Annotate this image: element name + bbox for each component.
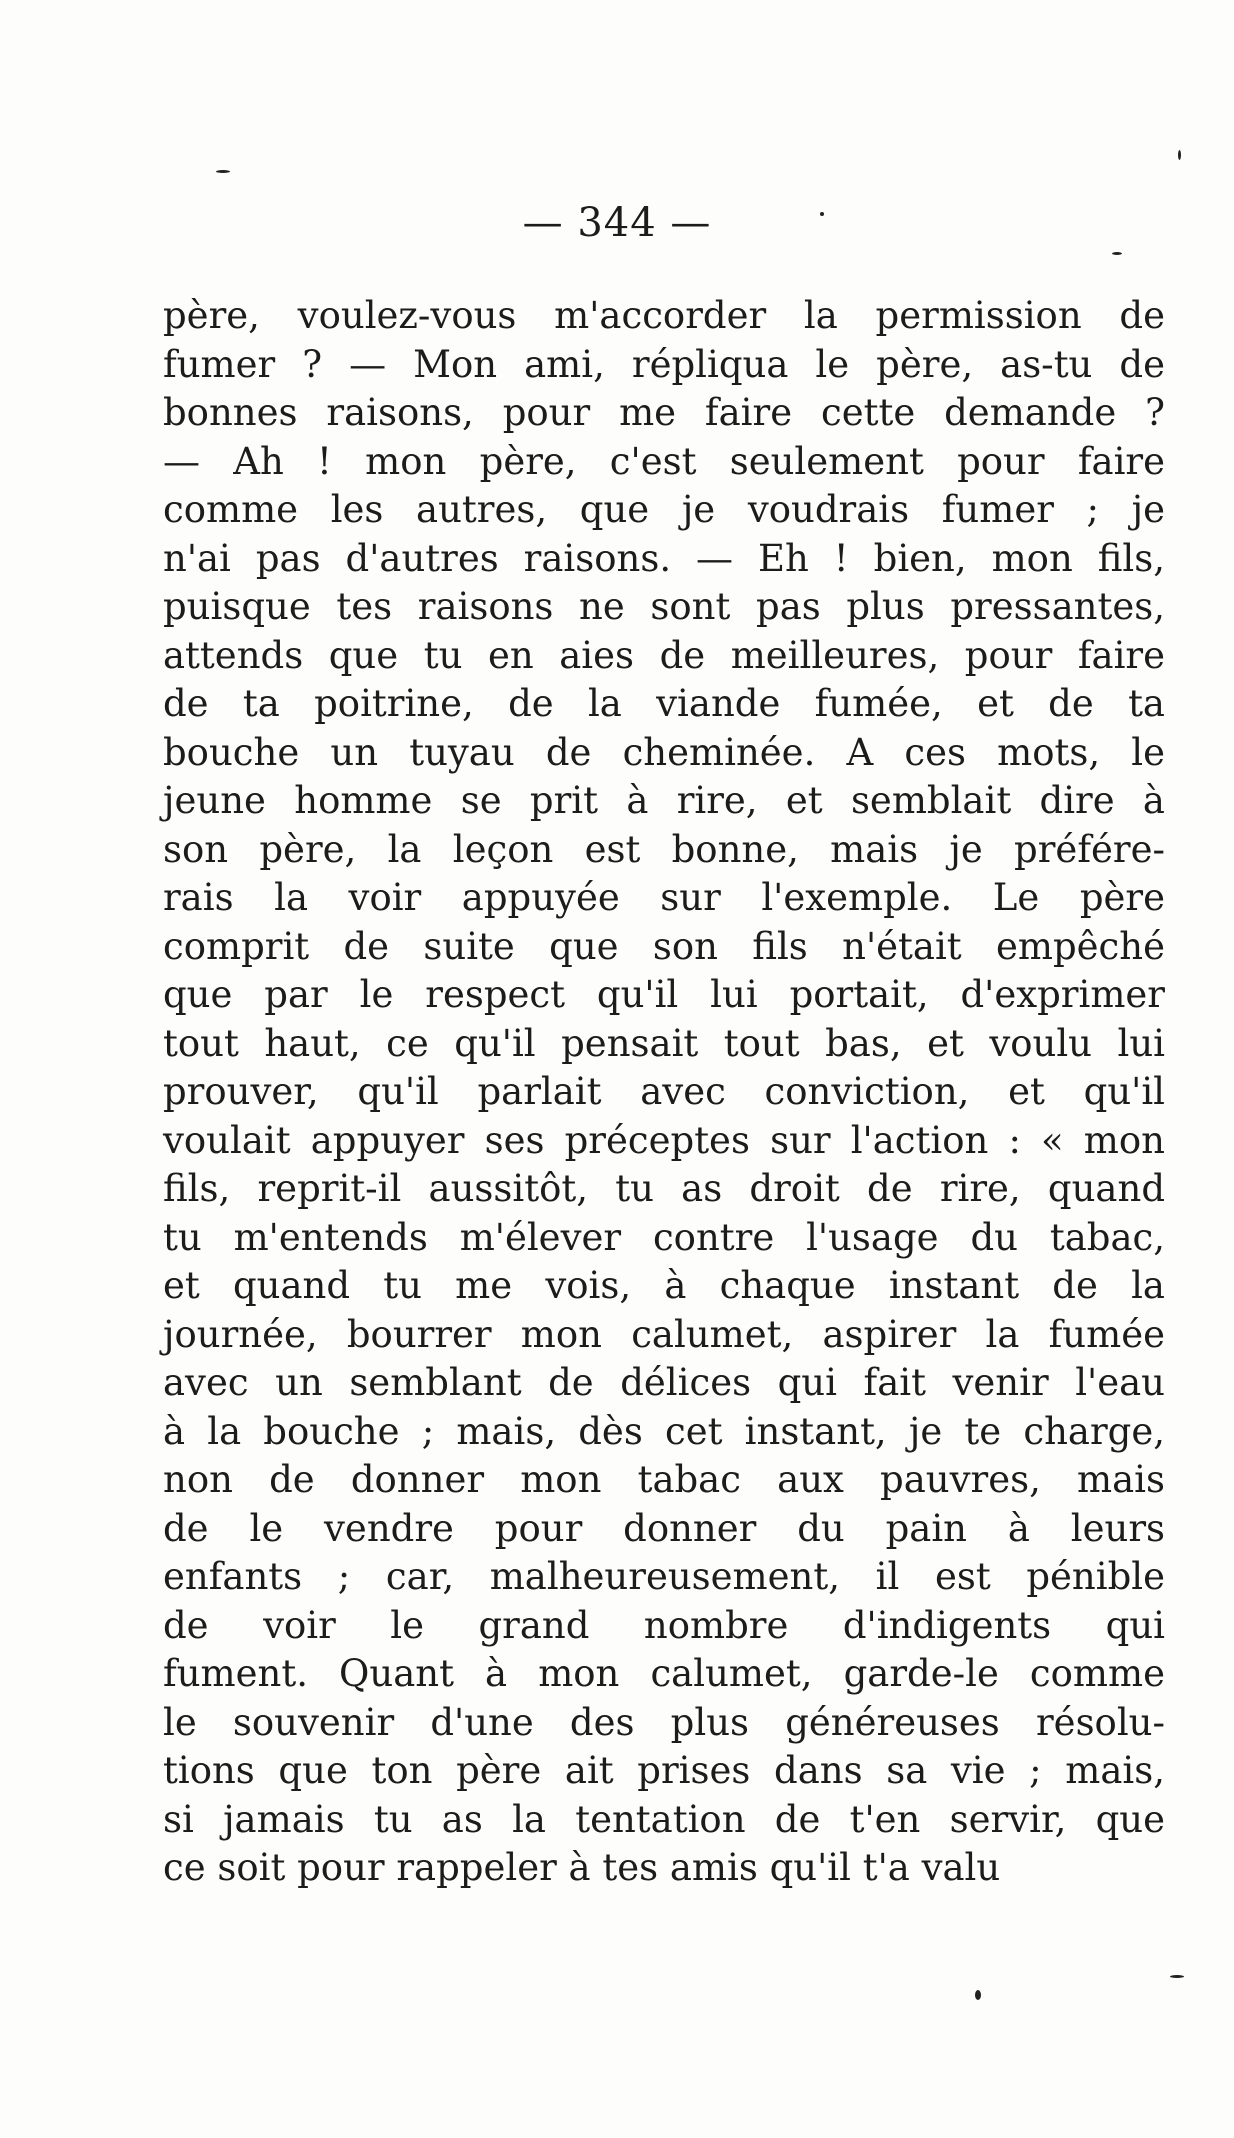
ink-speck (1112, 252, 1122, 255)
text-line: rais la voir appuyée sur l'exemple. Le père (163, 876, 1165, 919)
ink-speck (1178, 150, 1181, 160)
text-line: de voir le grand nombre d'indigents qui (163, 1603, 1165, 1647)
text-line: à la bouche ; mais, dès cet instant, je te charge, (163, 1409, 1165, 1453)
text-line: bouche un tuyau de cheminée. A ces mots, le (163, 730, 1165, 774)
text-line: attends que tu en aies de meilleures, pour faire (163, 633, 1165, 677)
text-line: comprit de suite que son fils n'était empêché (163, 924, 1165, 968)
page-number: — 344 — (522, 200, 712, 246)
text-line: et quand tu me vois, à chaque instant de la (163, 1264, 1165, 1307)
ink-speck (975, 1990, 981, 2000)
ink-speck (1170, 1975, 1184, 1978)
text-line: avec un semblant de délices qui fait venir l'eau (163, 1361, 1165, 1404)
text-line: voulait appuyer ses préceptes sur l'action : « mon (163, 1118, 1165, 1162)
text-line: puisque tes raisons ne sont pas plus pressantes, (163, 585, 1165, 628)
text-line: fumer ? — Mon ami, répliqua le père, as-tu de (163, 342, 1165, 386)
text-line: jeune homme se prit à rire, et semblait dire à (163, 779, 1165, 822)
text-line: que par le respect qu'il lui portait, d'exprimer (163, 973, 1165, 1016)
body-text (163, 292, 1165, 1893)
text-line: enfants ; car, malheureusement, il est pénible (163, 1555, 1165, 1598)
text-line: non de donner mon tabac aux pauvres, mais (163, 1458, 1165, 1501)
text-line: le souvenir d'une des plus généreuses résolu- (163, 1700, 1165, 1744)
text-line: tu m'entends m'élever contre l'usage du tabac, (163, 1215, 1165, 1259)
text-line: prouver, qu'il parlait avec conviction, et qu'il (163, 1070, 1165, 1113)
text-line: — Ah ! mon père, c'est seulement pour faire (163, 439, 1165, 483)
text-line: tions que ton père ait prises dans sa vie ; mais, (163, 1749, 1165, 1792)
text-line: si jamais tu as la tentation de t'en servir, que (163, 1797, 1165, 1841)
text-line: père, voulez-vous m'accorder la permission de (163, 294, 1165, 337)
text-line: ce soit pour rappeler à tes amis qu'il t'a valu (163, 1846, 1001, 1889)
text-line: fument. Quant à mon calumet, garde-le comme (163, 1652, 1165, 1695)
text-line: de le vendre pour donner du pain à leurs (163, 1506, 1165, 1550)
text-line: son père, la leçon est bonne, mais je préfére- (163, 827, 1165, 871)
ink-speck (820, 212, 824, 216)
text-line: tout haut, ce qu'il pensait tout bas, et voulu lui (163, 1021, 1165, 1065)
text-line: de ta poitrine, de la viande fumée, et de ta (163, 682, 1165, 725)
text-line: fils, reprit-il aussitôt, tu as droit de rire, quand (163, 1167, 1165, 1210)
ink-speck (216, 170, 230, 173)
text-line: journée, bourrer mon calumet, aspirer la fumée (163, 1312, 1165, 1356)
text-line: comme les autres, que je voudrais fumer ; je (163, 488, 1165, 531)
text-line: bonnes raisons, pour me faire cette demande ? (163, 391, 1165, 434)
text-line: n'ai pas d'autres raisons. — Eh ! bien, mon fils, (163, 536, 1165, 580)
